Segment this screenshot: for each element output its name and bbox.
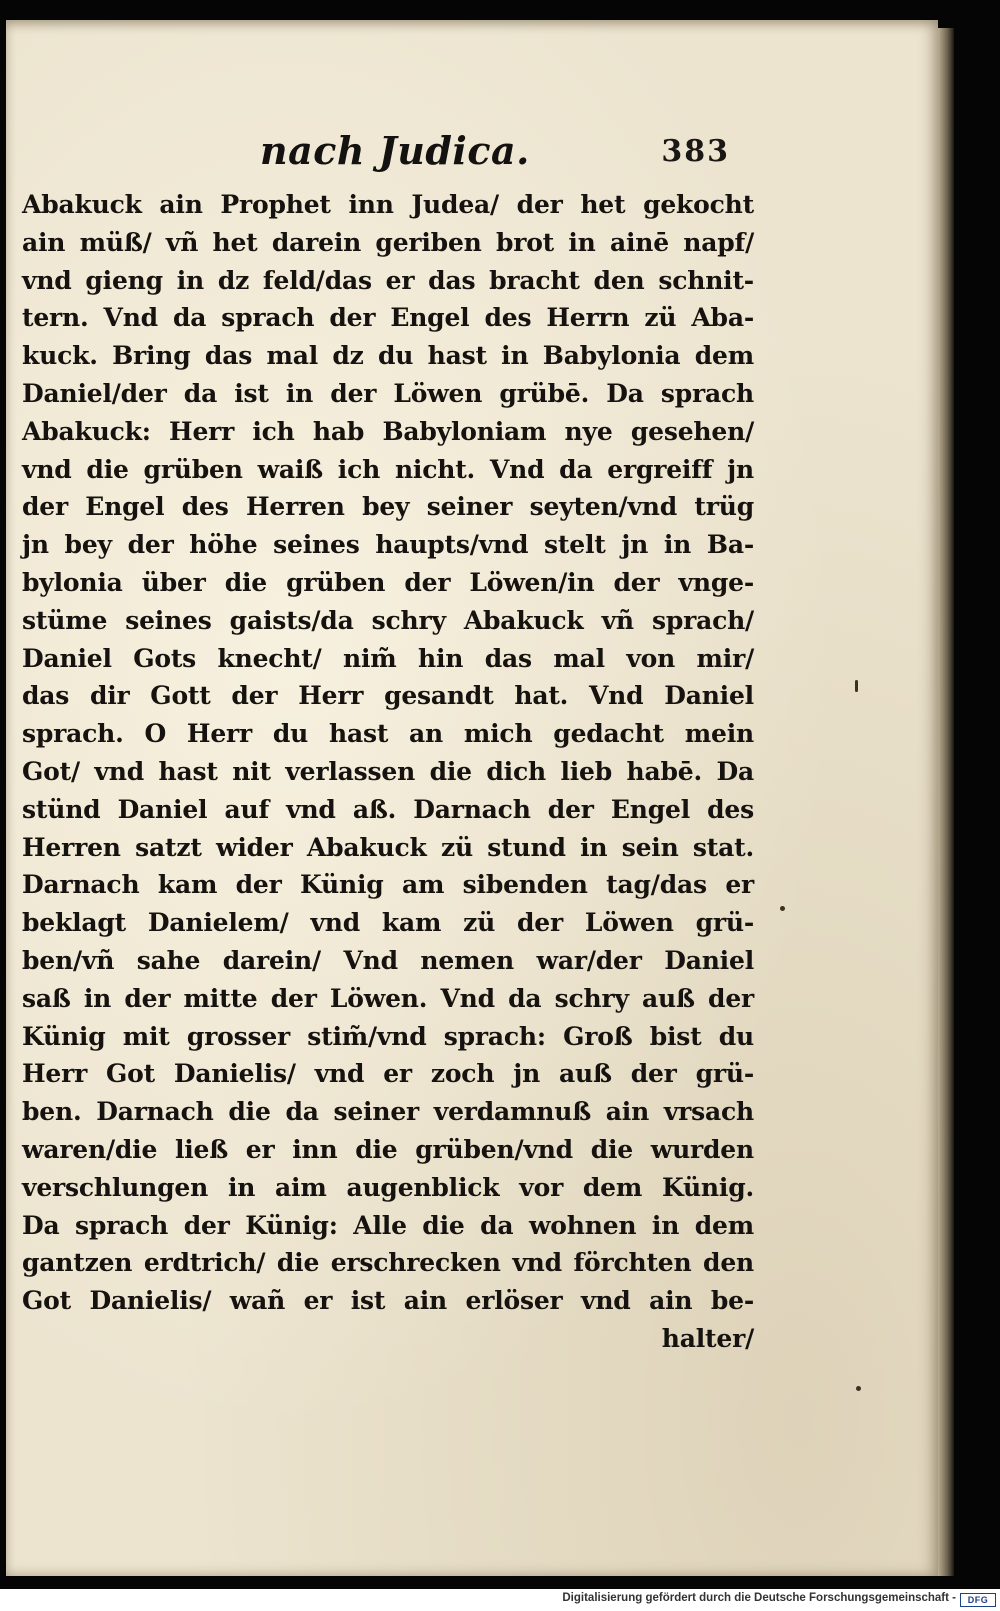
text-line: Künig mit grosser stim̃/vnd sprach: Groß bist du <box>22 1021 754 1051</box>
text-line: Da sprach der Künig: Alle die da wohnen in dem <box>22 1210 754 1240</box>
running-title: nach Judica. <box>260 128 530 173</box>
text-line: Got/ vnd hast nit verlassen die dich lieb habē. Da <box>22 756 754 786</box>
footer-bar <box>0 1589 1000 1611</box>
text-line: Daniel Gots knecht/ nim̃ hin das mal von mir/ <box>22 643 754 673</box>
text-line: stünd Daniel auf vnd aß. Darnach der Engel des <box>22 794 754 824</box>
text-line: ain müß/ vñ het darein geriben brot in ainē napf/ <box>22 227 754 257</box>
text-line: Herr Got Danielis/ vnd er zoch jn auß der grü- <box>22 1059 754 1089</box>
text-line: vnd die grüben waiß ich nicht. Vnd da ergreiff jn <box>22 454 754 484</box>
text-line: beklagt Danielem/ vnd kam zü der Löwen grü- <box>22 908 754 938</box>
text-line: stüme seines gaists/da schry Abakuck vñ sprach/ <box>22 605 754 635</box>
ink-speck <box>856 1386 861 1391</box>
ink-speck <box>780 906 785 911</box>
text-line: Herren satzt wider Abakuck zü stund in sein stat. <box>22 832 754 862</box>
text-line: bylonia über die grüben der Löwen/in der vnge- <box>22 567 754 597</box>
text-line: ben. Darnach die da seiner verdamnuß ain vrsach <box>22 1097 754 1127</box>
footer-credit: Digitalisierung gefördert durch die Deutsche Forschungsgemeinschaft - <box>562 1592 956 1604</box>
text-line: jn bey der höhe seines haupts/vnd stelt jn in Ba- <box>22 530 754 560</box>
text-line: verschlungen in aim augenblick vor dem Künig. <box>22 1172 754 1202</box>
text-line: Abakuck: Herr ich hab Babyloniam nye gesehen/ <box>22 416 754 446</box>
text-line: das dir Gott der Herr gesandt hat. Vnd Daniel <box>22 681 754 711</box>
text-line: Got Danielis/ wañ er ist ain erlöser vnd ain be- <box>22 1286 754 1316</box>
text-line: halter/ <box>661 1323 754 1353</box>
text-line: sprach. O Herr du hast an mich gedacht mein <box>22 719 754 749</box>
page-edge <box>938 28 954 1576</box>
text-line: vnd gieng in dz feld/das er das bracht den schnit- <box>22 265 754 295</box>
text-line: ben/vñ sahe darein/ Vnd nemen war/der Daniel <box>22 945 754 975</box>
folio-number: 383 <box>661 134 730 169</box>
dfg-logo: DFG <box>960 1593 996 1607</box>
text-block <box>22 186 754 1358</box>
text-line: der Engel des Herren bey seiner seyten/vnd trüg <box>22 492 754 522</box>
text-line: kuck. Bring das mal dz du hast in Babylonia dem <box>22 341 754 371</box>
page-header <box>260 128 730 186</box>
text-line: Abakuck ain Prophet inn Judea/ der het gekocht <box>22 190 754 219</box>
text-line: waren/die ließ er inn die grüben/vnd die wurden <box>22 1134 754 1164</box>
text-line: gantzen erdtrich/ die erschrecken vnd förchten den <box>22 1248 754 1278</box>
text-line: tern. Vnd da sprach der Engel des Herrn zü Aba- <box>22 303 754 333</box>
text-line: Darnach kam der Künig am sibenden tag/das er <box>22 870 754 900</box>
text-line: Daniel/der da ist in der Löwen grübē. Da sprach <box>22 378 754 408</box>
ink-speck <box>855 680 858 692</box>
text-line: saß in der mitte der Löwen. Vnd da schry auß der <box>22 983 754 1013</box>
